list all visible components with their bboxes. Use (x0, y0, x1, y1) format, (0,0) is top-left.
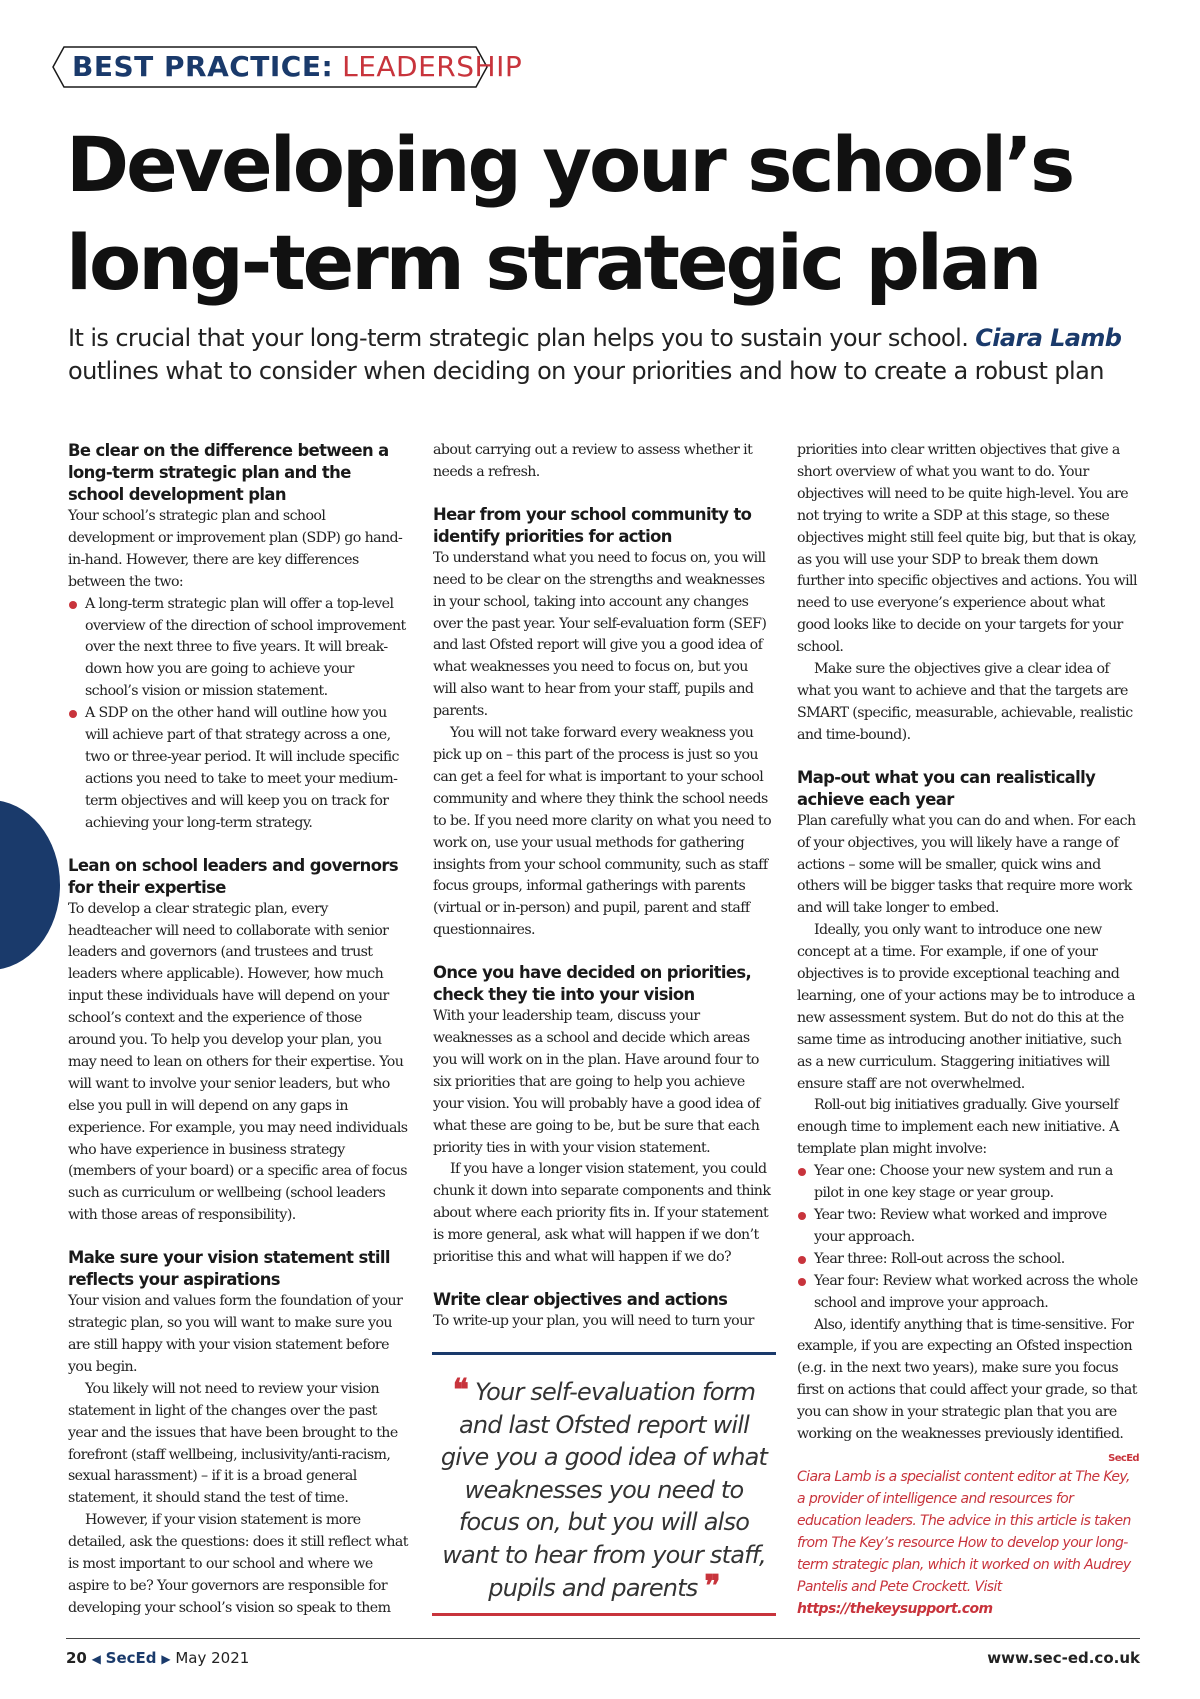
headline-line-2: long-term strategic plan (66, 218, 1040, 307)
open-quote-icon: ❝ (452, 1373, 469, 1408)
subheading: Once you have decided on priorities, check they tie into your vision (433, 963, 752, 1005)
subheading: Map-out what you can realistically achieve each year (797, 767, 1096, 809)
paragraph: To write-up your plan, you will need to turn your (433, 1313, 754, 1329)
section-kicker (52, 46, 523, 88)
paragraph: Plan carefully what you can do and when. For each of your objectives, you will likely have a range of actions – some will be smaller, quick wins and others will be bigger tasks that require more work and will take longer to embed. (797, 812, 1136, 917)
paragraph: Your vision and values form the foundation of your strategic plan, so you will want to make sure you are still happy with your vision statement before you begin. (68, 1293, 403, 1375)
paragraph: However, if your vision statement is more detailed, ask the questions: does it still reflect what is most important to our school and where we aspire to be? Your governors are responsible for developing your school’s vision so speak to them (68, 1512, 408, 1616)
bio-link[interactable]: https://thekeysupport.com (797, 1601, 993, 1617)
footer-brand: SecEd (105, 1649, 157, 1667)
page-number: 20 (66, 1649, 87, 1667)
pull-quote-text: Your self-evaluation form and last Ofsted report will give you a good idea of what weaknesses you need to focus on, but you will also want to hear from your staff, pupils and parents (440, 1378, 768, 1602)
subheading: Be clear on the difference between a long-term strategic plan and the school development plan (68, 441, 389, 504)
footer-folio (66, 1648, 249, 1669)
paragraph: Roll-out big initiatives gradually. Give yourself enough time to implement each new initiative. A template plan might involve: (797, 1097, 1119, 1158)
subheading: Make sure your vision statement still reflects your aspirations (68, 1248, 390, 1290)
footer-url[interactable]: www.sec-ed.co.uk (987, 1649, 1140, 1667)
arrow-left-icon: ◀ (91, 1652, 101, 1666)
paragraph: Ideally, you only want to introduce one new concept at a time. For example, if one of your objectives is to provide exceptional teaching and learning, one of your actions may be to introduce a new assessment system. But do not do this at the same time as introducing another initiative, such as a new curriculum. Staggering initiatives will ensure staff are not overwhelmed. (797, 922, 1135, 1092)
column-1 (68, 440, 408, 1620)
paragraph: Make sure the objectives give a clear idea of what you want to achieve and that the targets are SMART (specific, measurable, achievable, realistic and time-bound). (797, 661, 1133, 743)
paragraph: You will not take forward every weakness you pick up on – this part of the process is just so you can get a feel for what is important to your school community and where they think the school needs to be. If you need more clarity on what you need to work on, use your usual methods for gathering insights from your school community, such as staff focus groups, informal gatherings with parents (virtual or in-person) and pupil, parent and staff questionnaires. (433, 725, 772, 939)
bullet-item: A long-term strategic plan will offer a top-level overview of the direction of school improvement over the next three to five years. It will break-down how you are going to achieve your school’s vision or mission statement. (68, 594, 408, 704)
paragraph: To develop a clear strategic plan, every headteacher will need to collaborate with senior leaders and governors (and trustees and trust leaders where applicable). However, how much input these individuals have will depend on your school’s context and the experience of those around you. To help you develop your plan, you may need to lean on others for their expertise. You will want to involve your senior leaders, but who else you pull in will depend on any gaps in experience. For example, you may need individuals who have experience in business strategy (members of your board) or a specific area of focus such as curriculum or wellbeing (school leaders with those areas of responsibility). (68, 900, 408, 1224)
decorative-side-disc (0, 800, 60, 970)
bullet-list (797, 1161, 1139, 1314)
author-bio (797, 1466, 1139, 1620)
issue-date: May 2021 (175, 1649, 250, 1667)
pull-quote (432, 1352, 776, 1616)
bullet-item: Year one: Choose your new system and run a pilot in one key stage or year group. (797, 1161, 1139, 1205)
paragraph: priorities into clear written objectives that give a short overview of what you want to do. Your objectives will need to be quite high-level. You are not trying to write a SDP at this stage, so these objectives might still feel quite big, but that is okay, as you will use your SDP to break them down further into specific objectives and actions. You will need to use everyone’s experience about what good looks like to decide on your targets for your school. (797, 442, 1137, 656)
paragraph: To understand what you need to focus on, you will need to be clear on the strengths and weaknesses in your school, taking into account any changes over the past year. Your self-evaluation form (SEF) and last Ofsted report will give you a good idea of what weaknesses you need to focus on, but you will also want to hear from your staff, pupils and parents. (433, 549, 767, 720)
paragraph: Also, identify anything that is time-sensitive. For example, if you are expecting an Ofsted inspection (e.g. in the next two years), make sure you focus first on actions that could affect your grade, so that you can show in your strategic plan that you are working on the weaknesses previously identified. (797, 1316, 1137, 1443)
kicker-strong-label: BEST PRACTICE: (72, 50, 334, 83)
headline-line-1: Developing your school’s (66, 120, 1073, 209)
paragraph: Your school’s strategic plan and school development or improvement plan (SDP) go hand-in-hand. However, there are key differences between the two: (68, 508, 403, 590)
subheading: Hear from your school community to identify priorities for action (433, 504, 752, 546)
bullet-list (68, 594, 408, 835)
paragraph: about carrying out a review to assess whether it needs a refresh. (433, 442, 753, 480)
kicker-section-label: LEADERSHIP (342, 50, 523, 83)
headline (66, 116, 1166, 312)
footer-divider (66, 1638, 1140, 1639)
subheading: Lean on school leaders and governors for their expertise (68, 855, 399, 897)
close-quote-icon: ❞ (704, 1569, 720, 1604)
paragraph: You likely will not need to review your vision statement in light of the changes over the past year and the issues that have been brought to the forefront (staff wellbeing, inclusivity/anti-racism, sexual harassment) – if it is a broad general statement, it should stand the test of time. (68, 1380, 398, 1507)
arrow-right-icon: ▶ (161, 1652, 171, 1666)
subheading: Write clear objectives and actions (433, 1290, 728, 1309)
bullet-item: Year four: Review what worked across the whole school and improve your approach. (797, 1271, 1139, 1315)
author-name: Ciara Lamb (975, 324, 1122, 352)
paragraph: With your leadership team, discuss your weaknesses as a school and decide which areas you will work on in the plan. Have around four to six priorities that are going to help you achieve your vision. You will probably have a good idea of what these are going to be, but be sure that each priority ties in with your vision statement. (433, 1008, 760, 1156)
bullet-item: Year three: Roll-out across the school. (797, 1249, 1139, 1271)
paragraph: If you have a longer vision statement, you could chunk it down into separate components and think about where each priority fits in. If your statement is more general, ask what will happen if we don’t prioritise this and what will happen if we do? (433, 1161, 771, 1266)
standfirst-lead: It is crucial that your long-term strategic plan helps you to sustain your school. (68, 324, 969, 352)
signoff-logo: SecEd (1108, 1452, 1139, 1464)
column-2 (433, 440, 773, 1333)
bullet-item: A SDP on the other hand will outline how you will achieve part of that strategy across a one, two or three-year period. It will include specific actions you need to take to meet your medium-term objectives and will keep you on track for achieving your long-term strategy. (68, 703, 408, 834)
standfirst-tail: outlines what to consider when deciding on your priorities and how to create a robust plan (68, 357, 1104, 385)
author-bio-text: Ciara Lamb is a specialist content editor at The Key, a provider of intelligence and resources for education leaders. The advice in this article is taken from The Key’s resource How to develop your long-term strategic plan, which it worked on with Audrey Pantelis and Pete Crockett. Visit (797, 1469, 1131, 1595)
column-3 (797, 440, 1139, 1470)
standfirst (68, 322, 1148, 388)
bullet-item: Year two: Review what worked and improve your approach. (797, 1205, 1139, 1249)
